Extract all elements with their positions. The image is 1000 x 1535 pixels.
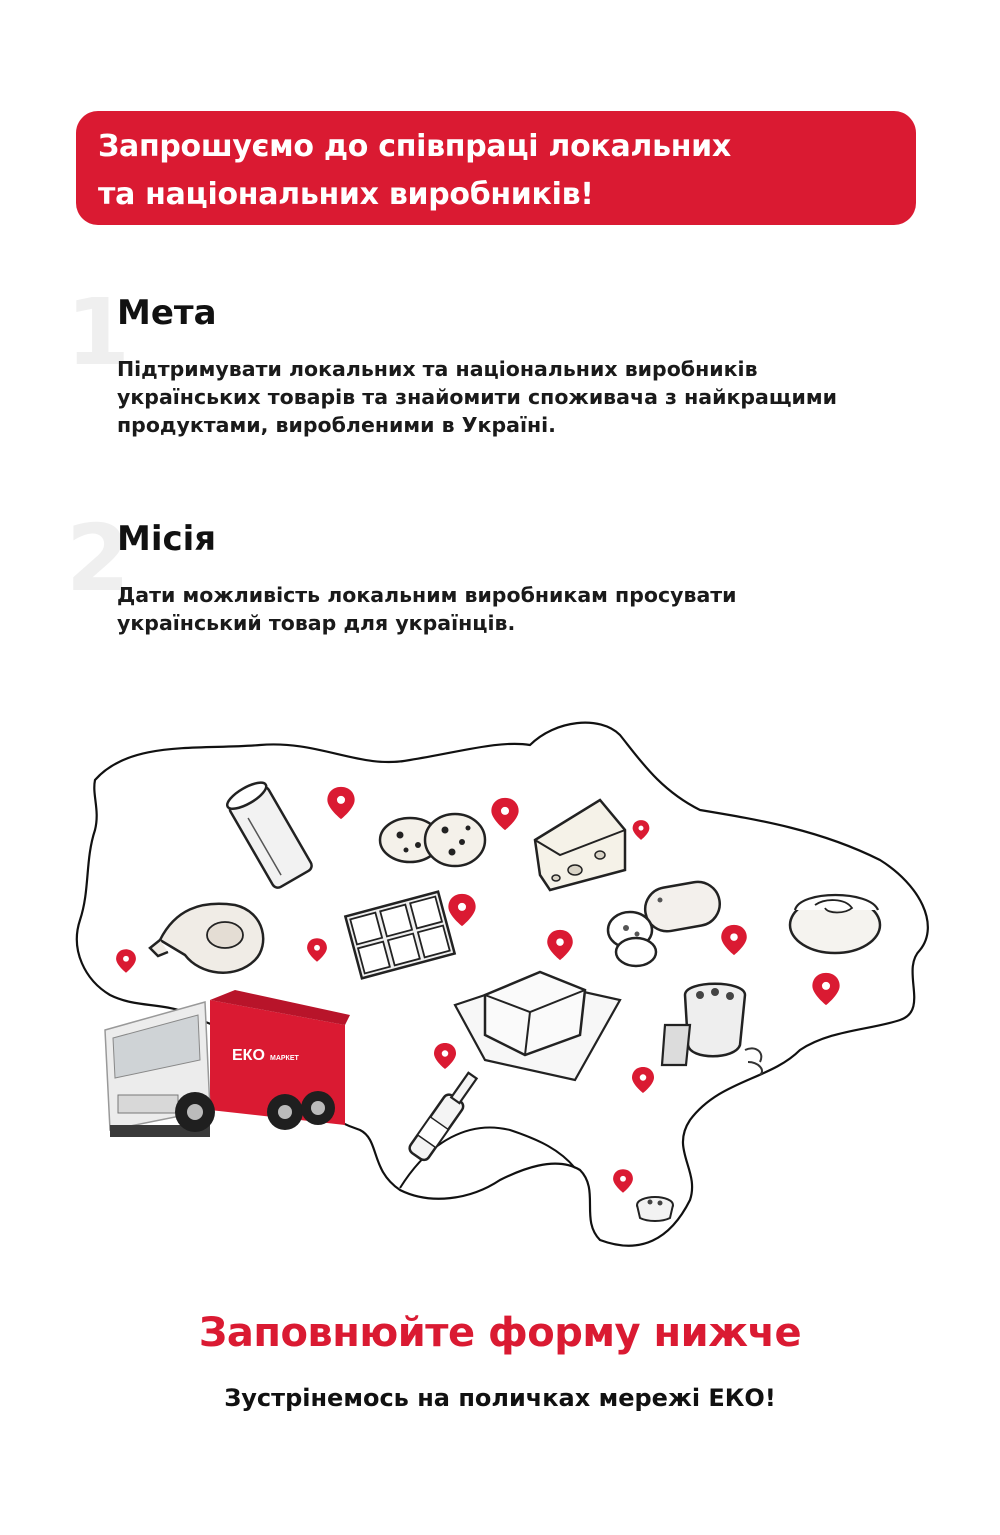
map-pin-icon	[547, 930, 573, 960]
cta-title: Заповнюйте форму нижче	[198, 1310, 802, 1356]
sausage-icon	[608, 878, 723, 966]
map-pin-icon	[632, 1067, 654, 1093]
goal-text-line: продуктами, виробленими в Україні.	[117, 413, 556, 437]
chocolate-bar-icon	[345, 892, 454, 979]
map-pin-icon	[613, 1169, 633, 1192]
coffee-icon	[662, 984, 762, 1075]
butter-icon	[455, 972, 620, 1080]
milk-carton-icon	[224, 778, 314, 890]
cookies-icon	[380, 814, 485, 866]
goal-title: Мета	[117, 293, 217, 333]
mission-number: 2	[66, 505, 131, 612]
mission-text-line: український товар для українців.	[117, 611, 516, 635]
truck-brand-label: ЕКО	[232, 1047, 265, 1064]
truck-icon	[105, 990, 350, 1137]
mission-text	[117, 581, 937, 637]
tart-icon	[637, 1197, 673, 1221]
goal-text	[117, 355, 937, 439]
map-pin-icon	[491, 798, 518, 830]
mission-text-line: Дати можливість локальним виробникам просувати	[117, 583, 737, 607]
map-pin-icon	[812, 973, 839, 1005]
map-pin-icon	[448, 894, 475, 926]
truck-brand-suffix: МАРКЕТ	[270, 1055, 299, 1062]
map-pin-icon	[327, 787, 354, 819]
wine-bottle-icon	[407, 1069, 481, 1162]
ham-icon	[150, 904, 263, 973]
cheese-icon	[535, 800, 625, 890]
goal-text-line: українських товарів та знайомити споживача з найкращими	[117, 385, 838, 409]
ukraine-map-illustration	[0, 700, 1000, 1280]
mission-title: Місія	[117, 519, 217, 559]
map-pin-icon	[434, 1043, 456, 1069]
cta-subtitle: Зустрінемось на поличках мережі ЕКО!	[224, 1384, 776, 1412]
banner-title-line-1: Запрошуємо до співпраці локальних	[98, 129, 731, 164]
header-banner	[76, 111, 916, 225]
map-pin-icon	[721, 925, 747, 955]
map-pin-icon	[116, 949, 136, 972]
goal-number: 1	[66, 279, 131, 386]
goal-text-line: Підтримувати локальних та національних виробників	[117, 357, 758, 381]
map-pin-icon	[633, 820, 650, 840]
banner-title-line-2: та національних виробників!	[98, 177, 594, 212]
cinnamon-roll-icon	[790, 895, 880, 953]
map-pin-icon	[307, 938, 327, 961]
